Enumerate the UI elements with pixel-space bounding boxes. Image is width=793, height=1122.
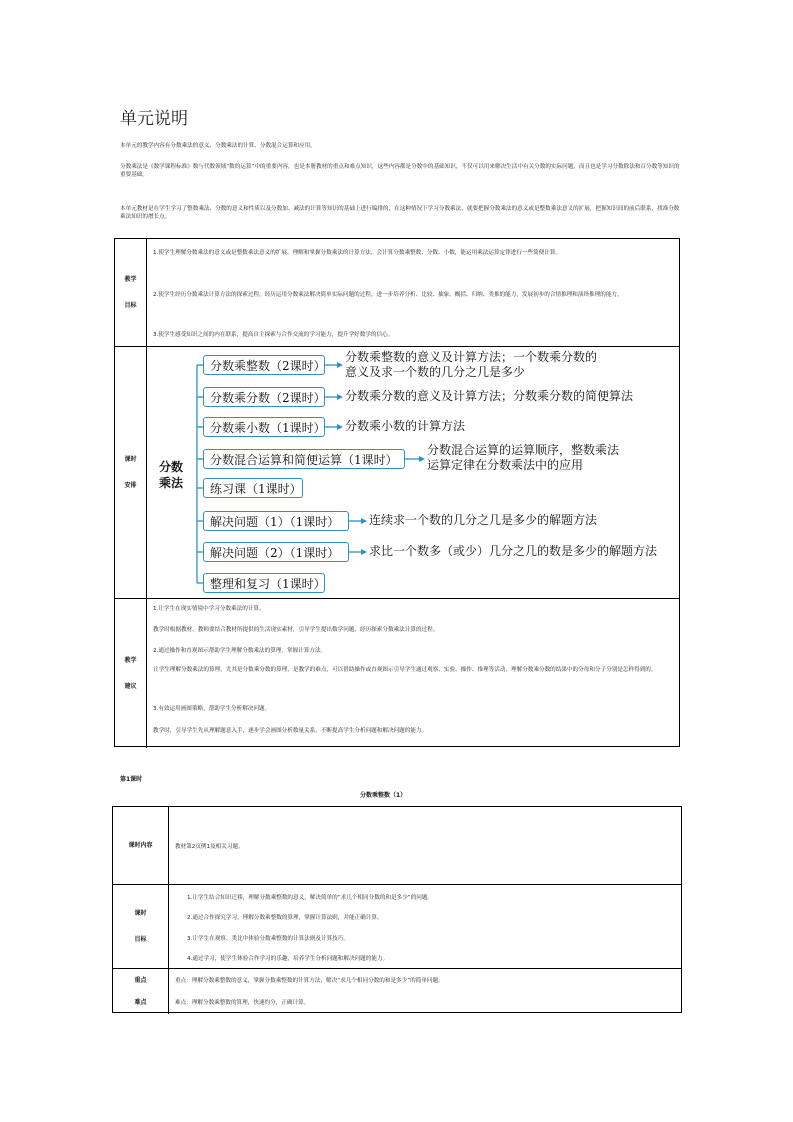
row-label bbox=[113, 807, 169, 884]
difficult-point: 难点：理解分数乘整数的算理，快速约分，正确计算。 bbox=[175, 1000, 310, 1006]
node-description bbox=[345, 389, 633, 404]
page-title: 单元说明 bbox=[120, 109, 188, 129]
intro-paragraph: 本单元的教学内容有分数乘法的意义、分数乘法的计算、分数混合运算和应用。 bbox=[120, 143, 316, 149]
advice-item: 1.让学生在现实情境中学习分数乘法的计算。 bbox=[153, 606, 265, 612]
row-label bbox=[113, 885, 169, 968]
lesson-table bbox=[112, 806, 682, 1013]
teaching-goals-row bbox=[115, 239, 679, 347]
intro-paragraph: 分数乘法是《数学课程标准》数与代数领域“数的运算”中的重要内容，也是本册教材的重点和难点知识，这些内容都是分数中的基础知识，不仅可以用来解决生活中有关分数的实际问题，而且也是学习分数除法和百分数等知识的重要基础。 bbox=[120, 164, 680, 178]
label-line: 建议 bbox=[124, 682, 137, 690]
desc-line: 分数混合运算的运算顺序，整数乘法 bbox=[427, 443, 620, 457]
row-label bbox=[115, 239, 147, 346]
label-line: 安排 bbox=[124, 481, 137, 489]
label-line: 课时 bbox=[134, 909, 147, 917]
lesson-content-row bbox=[113, 807, 681, 885]
desc-line: 运算定律在分数乘法中的应用 bbox=[427, 458, 584, 472]
teaching-advice-row bbox=[115, 599, 679, 748]
schedule-node bbox=[203, 355, 325, 375]
schedule-node bbox=[203, 387, 325, 407]
advice-item: 3.有效运用画图策略，帮助学生分析解决问题。 bbox=[153, 706, 271, 712]
schedule-node bbox=[203, 478, 303, 498]
lesson-goal-item: 4.通过学习，使学生体验合作学习的乐趣，培养学生分析问题和解决问题的能力。 bbox=[187, 956, 389, 962]
lesson-goal-item: 1.让学生结合知识迁移，理解分数乘整数的意义，解决简单的“求几个相同分数的和是多少”的问题。 bbox=[187, 895, 434, 901]
intro-paragraph: 本单元教材是在学生学习了整数乘法、分数的意义和性质以及分数加、减法的计算等知识的基础上进行编排的，在这种情况下学习分数乘法，就要把握分数乘法的意义或是整数乘法意义的扩展，把握知识间的前后联系，找准分数乘法知识的增长点。 bbox=[120, 206, 680, 220]
node-description bbox=[427, 443, 619, 473]
schedule-node bbox=[203, 542, 349, 562]
schedule-node bbox=[203, 417, 325, 437]
label-line: 课时内容 bbox=[128, 841, 153, 849]
label-line: 教学 bbox=[124, 275, 137, 283]
node-label: 分数乘整数（2课时） bbox=[210, 358, 326, 373]
advice-item: 教学时根据教材，教师要结合教材所提供的生活现实素材，引导学生提出数学问题，经历探索分数乘法计算的过程。 bbox=[153, 627, 439, 633]
root-line: 分数 bbox=[159, 460, 184, 474]
node-label: 分数乘小数（1课时） bbox=[210, 420, 326, 435]
diagram-root bbox=[159, 459, 183, 491]
schedule-node bbox=[203, 573, 325, 593]
key-point: 重点：理解分数乘整数的意义，掌握分数乘整数的计算方法，解决“求几个相同分数的和是多少”的简单问题。 bbox=[175, 978, 444, 984]
goal-item: 2.使学生经历分数乘法计算方法的探索过程，经历运用分数乘法解决简单实际问题的过程，进一步培养分析、比较、抽象、概括、归纳、类推的能力，发展初步的合情推理和演绎推理的能力。 bbox=[153, 292, 623, 298]
row-label bbox=[113, 969, 169, 1014]
row-label bbox=[115, 347, 147, 598]
root-line: 乘法 bbox=[159, 476, 184, 490]
lesson-goal-item: 3.让学生在观察、类比中体验分数乘整数的计算法则及计算技巧。 bbox=[187, 936, 349, 942]
unit-table bbox=[114, 238, 680, 747]
desc-line: 意义及求一个数的几分之几是多少 bbox=[345, 365, 526, 379]
desc-line: 求比一个数多（或少）几分之几的数是多少的解题方法 bbox=[369, 544, 658, 558]
desc-line: 连续求一个数的几分之几是多少的解题方法 bbox=[369, 513, 598, 527]
lesson-goal-item: 2.通过合作探究学习，理解分数乘整数的算理，掌握计算法则，并能正确计算。 bbox=[187, 915, 383, 921]
label-line: 难点 bbox=[134, 998, 147, 1006]
advice-item: 让学生理解分数乘法的算理，尤其是分数乘分数的算理，是教学的难点，可以借助操作或直观图示引导学生通过观察、实验、操作、推理等活动，理解分数乘分数的结果中的分母和分子分别是怎样得到的。 bbox=[153, 667, 657, 673]
node-label: 整理和复习（1课时） bbox=[210, 576, 326, 591]
schedule-node bbox=[203, 449, 405, 469]
label-line: 课时 bbox=[124, 455, 137, 463]
lesson-subtitle: 分数乘整数（1） bbox=[360, 792, 407, 799]
row-label bbox=[115, 599, 147, 748]
node-description bbox=[345, 350, 597, 380]
label-line: 重点 bbox=[134, 976, 147, 984]
node-description bbox=[345, 419, 465, 434]
label-line: 教学 bbox=[124, 656, 137, 664]
goal-item: 1.使学生理解分数乘法的意义或是整数乘法意义的扩展，理解和掌握分数乘法的计算方法，会计算分数乘整数、分数、小数，能运用乘法运算定律进行一些简便计算。 bbox=[153, 250, 562, 256]
node-label: 练习课（1课时） bbox=[210, 481, 302, 496]
advice-item: 教学时，引导学生先从理解题意入手，逐步学会画图分析数量关系，不断提高学生分析问题和解决问题的能力。 bbox=[153, 728, 428, 734]
node-label: 解决问题（1）（1课时） bbox=[210, 514, 340, 529]
label-line: 目标 bbox=[124, 301, 137, 309]
desc-line: 分数乘分数的意义及计算方法；分数乘分数的简便算法 bbox=[345, 389, 634, 403]
schedule-row bbox=[115, 347, 679, 599]
desc-line: 分数乘小数的计算方法 bbox=[345, 419, 466, 433]
desc-line: 分数乘整数的意义及计算方法；一个数乘分数的 bbox=[345, 350, 598, 364]
node-label: 分数乘分数（2课时） bbox=[210, 390, 326, 405]
node-description bbox=[369, 513, 597, 528]
label-line: 目标 bbox=[134, 935, 147, 943]
node-label: 解决问题（2）（1课时） bbox=[210, 545, 340, 560]
lesson-goals-row bbox=[113, 885, 681, 969]
lesson-content: 教材第2页例1及相关习题。 bbox=[175, 844, 244, 850]
goal-item: 3.使学生感受知识之间的内在联系，提高自主探索与合作交流的学习能力，提升学好数学的信心。 bbox=[153, 332, 394, 338]
schedule-node bbox=[203, 511, 349, 531]
lesson-keys-row bbox=[113, 969, 681, 1014]
schedule-diagram bbox=[155, 347, 675, 599]
node-description bbox=[369, 544, 657, 559]
advice-item: 2.通过操作和直观图示帮助学生理解分数乘法的算理，掌握计算方法。 bbox=[153, 648, 327, 654]
lesson-header: 第1课时 bbox=[120, 776, 143, 783]
node-label: 分数混合运算和简便运算（1课时） bbox=[210, 452, 398, 467]
